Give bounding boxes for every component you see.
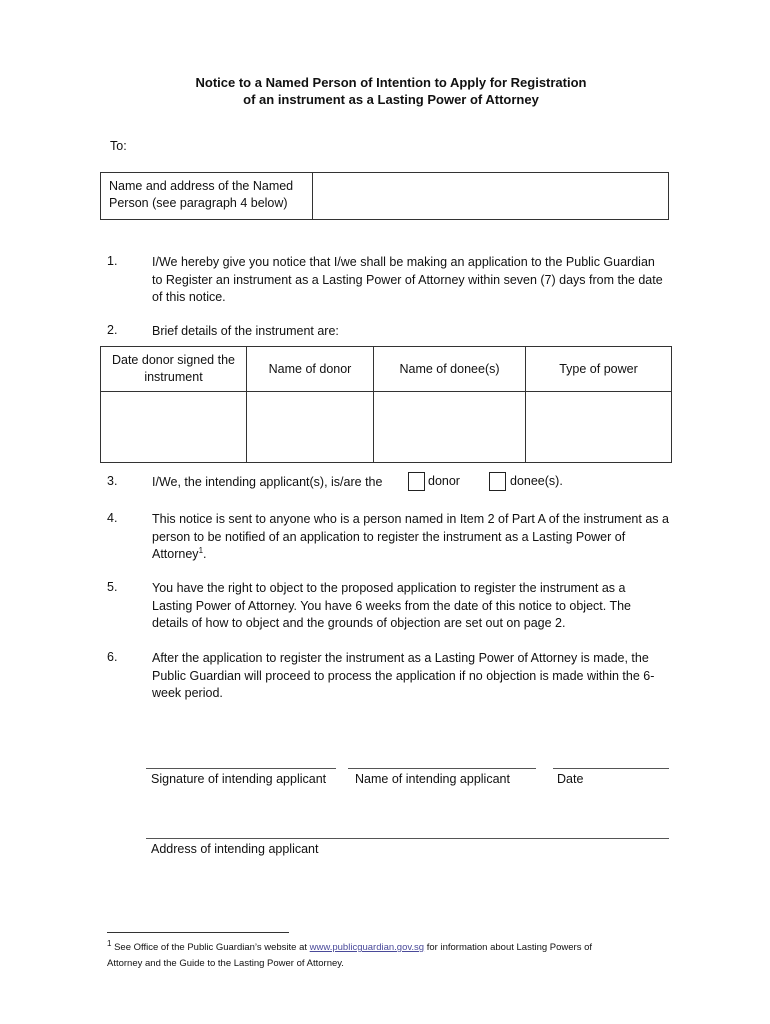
address-label: Address of intending applicant [151, 842, 319, 856]
item-6-number: 6. [107, 650, 118, 664]
applicant-name-line[interactable] [348, 768, 536, 769]
donees-checkbox[interactable] [489, 472, 506, 491]
address-line[interactable] [146, 838, 669, 839]
footnote-separator [107, 932, 289, 933]
table-header-donees: Name of donee(s) [373, 346, 526, 392]
donor-option-label: donor [428, 474, 460, 488]
footnote-reference: 1 [198, 545, 204, 555]
to-label: To: [110, 139, 127, 153]
instrument-details-table [100, 346, 672, 463]
item-4-number: 4. [107, 511, 118, 525]
table-cell-date-signed[interactable] [100, 391, 247, 463]
item-6-text: After the application to register the instrument as a Lasting Power of Attorney is made, the Public Guardian will proceed to process the application if no objection is made within the 6- week period. [152, 651, 655, 700]
item-3-number: 3. [107, 474, 118, 488]
signature-label: Signature of intending applicant [151, 772, 327, 786]
named-person-label: Name and address of the Named Person (see paragraph 4 below) [101, 172, 313, 220]
table-header-date-signed: Date donor signed the instrument [100, 346, 247, 392]
table-header-donor: Name of donor [246, 346, 374, 392]
publicguardian-link[interactable]: www.publicguardian.gov.sg [309, 942, 425, 953]
date-label: Date [557, 772, 584, 786]
date-line[interactable] [553, 768, 669, 769]
signature-line[interactable] [146, 768, 336, 769]
item-2-text: Brief details of the instrument are: [152, 324, 339, 338]
table-cell-donor[interactable] [246, 391, 374, 463]
footnote: $^1$ See Office of the Public Guardian’s website at www.publicguardian.gov.sg for information about Lasting Powers of Attorney and the Guide to the Lasting Power of Attorney. [107, 938, 593, 969]
item-2-number: 2. [107, 323, 118, 337]
document-title-line1: Notice to a Named Person of Intention to Apply for Registration [195, 75, 587, 90]
table-cell-type-of-power[interactable] [525, 391, 672, 463]
item-5-number: 5. [107, 580, 118, 594]
donor-checkbox[interactable] [408, 472, 425, 491]
item-1-number: 1. [107, 254, 118, 268]
item-1-text: I/We hereby give you notice that I/we shall be making an application to the Public Guardian to Register an instrument as a Lasting Power of Attorney within seven (7) days from the date of this notice. [152, 255, 663, 304]
applicant-name-label: Name of intending applicant [355, 772, 510, 786]
table-header-type-of-power: Type of power [525, 346, 672, 392]
donees-option-label: donee(s). [510, 474, 563, 488]
named-person-box [100, 172, 669, 220]
document-title-line2: of an instrument as a Lasting Power of Attorney [243, 92, 539, 107]
item-4-text: This notice is sent to anyone who is a person named in Item 2 of Part A of the instrument as a person to be notified of an application to register the instrument as a Lasting Power of Attorney$^1$. [152, 512, 669, 561]
item-3-text: I/We, the intending applicant(s), is/are the [152, 475, 383, 489]
table-cell-donees[interactable] [373, 391, 526, 463]
item-5-text: You have the right to object to the proposed application to register the instrument as a Lasting Power of Attorney. You have 6 weeks from the date of this notice to object. The details of how to object and the grounds of objection are set out on page 2. [152, 581, 631, 630]
